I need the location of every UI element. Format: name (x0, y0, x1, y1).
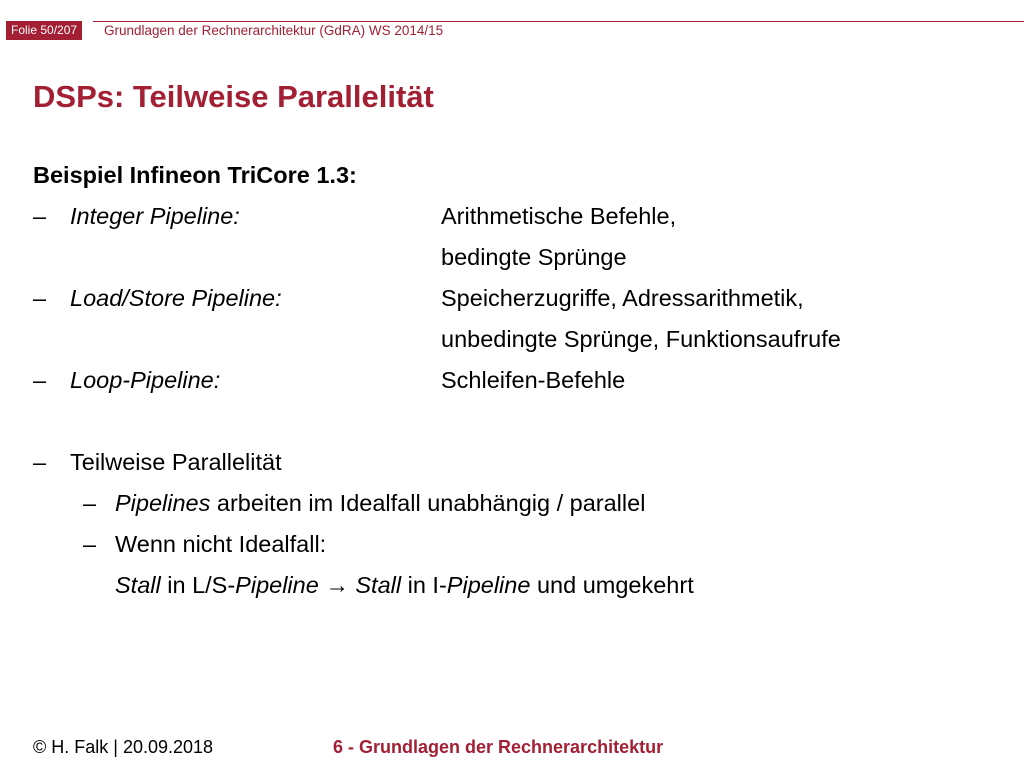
bullet-dash: – (33, 285, 47, 311)
pipeline-description: Schleifen-Befehle (441, 367, 626, 393)
sub-item-pipelines-independent (33, 483, 646, 524)
pipeline-description: unbedingte Sprünge, Funktionsaufrufe (441, 326, 841, 352)
sub-item-text: Wenn nicht Idealfall: (115, 531, 327, 557)
sub-item-rest: arbeiten im Idealfall unabhängig / parallel (210, 490, 646, 516)
list-item-continuation (33, 319, 841, 360)
term-pipeline: Pipeline (446, 572, 531, 598)
bullet-dash: – (33, 203, 47, 229)
footer-chapter: 6 - Grundlagen der Rechnerarchitektur (333, 737, 664, 757)
example-heading: Beispiel Infineon TriCore 1.3: (33, 162, 357, 188)
slide-number-badge: Folie 50/207 (6, 21, 82, 40)
pipeline-term: Loop-Pipeline: (70, 367, 221, 393)
term-stall: Stall (115, 572, 161, 598)
stall-description (115, 565, 694, 606)
sub-item-not-ideal (33, 524, 357, 565)
text-segment: in L/S- (160, 572, 236, 598)
text-segment: in I- (401, 572, 447, 598)
footer-author-date: © H. Falk | 20.09.2018 (33, 737, 214, 757)
pipeline-term: Integer Pipeline: (70, 203, 240, 229)
term-pipelines: Pipelines (115, 490, 211, 516)
list-item-load-store-pipeline (33, 278, 804, 319)
course-title: Grundlagen der Rechnerarchitektur (GdRA) WS 2014/15 (104, 23, 444, 38)
arrow-right: → (318, 572, 356, 598)
pipeline-term: Load/Store Pipeline: (70, 285, 282, 311)
pipeline-description: Speicherzugriffe, Adressarithmetik, (441, 285, 804, 311)
term-pipeline: Pipeline (235, 572, 319, 598)
sub-item-continuation (33, 565, 694, 606)
list-item-loop-pipeline (33, 360, 626, 401)
slide-body (33, 155, 841, 606)
parallelism-label: Teilweise Parallelität (70, 449, 282, 475)
sub-item-text (115, 483, 645, 524)
list-item-continuation (33, 237, 627, 278)
list-item-partial-parallelism (33, 442, 357, 483)
pipeline-description: bedingte Sprünge (441, 244, 627, 270)
spacer (33, 401, 357, 442)
list-item-integer-pipeline (33, 196, 677, 237)
bullet-dash: – (33, 367, 47, 393)
bullet-dash: – (33, 449, 47, 475)
term-stall: Stall (355, 572, 402, 598)
text-segment: und umgekehrt (530, 572, 694, 598)
slide-header (0, 0, 1024, 40)
slide-title: DSPs: Teilweise Parallelität (33, 79, 434, 114)
pipeline-description: Arithmetische Befehle, (441, 203, 677, 229)
bullet-dash: – (83, 531, 97, 557)
bullet-dash: – (83, 490, 97, 516)
